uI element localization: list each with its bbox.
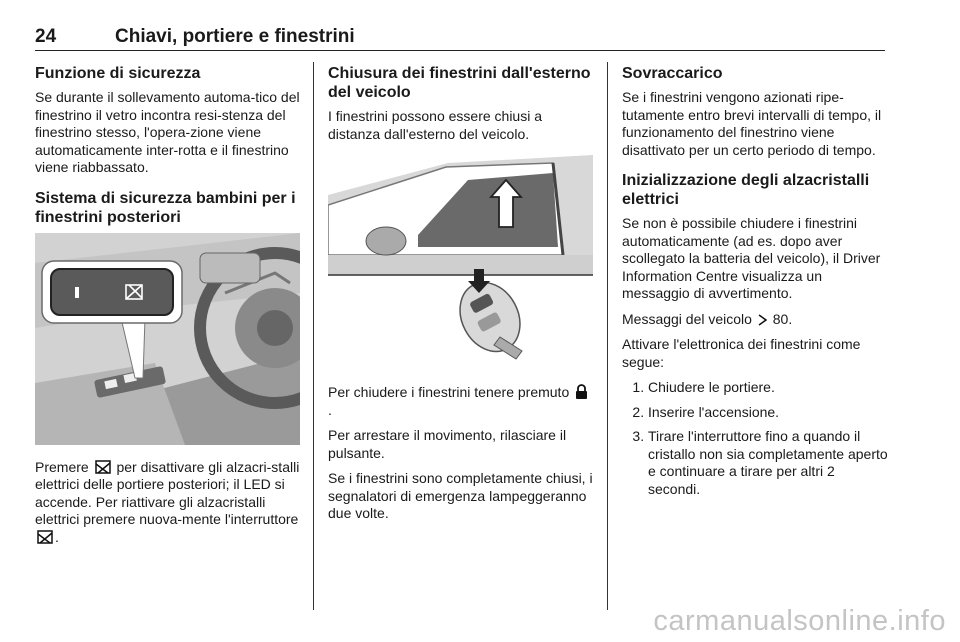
child-text-c: . xyxy=(55,528,59,545)
paragraph-overload: Se i finestrini vengono azionati ripe-tutamente entro brevi intervalli di tempo, il funzionamento del finestrino viene disattivato per un certo periodo di tempo. xyxy=(622,89,882,158)
press-text-a: Per chiudere i finestrini tenere premuto xyxy=(328,384,570,400)
column-divider xyxy=(313,62,314,610)
paragraph-press-lock xyxy=(328,384,593,419)
lock-icon xyxy=(575,384,588,399)
child-lock-switch-illustration xyxy=(35,233,300,445)
steps-list xyxy=(622,379,890,498)
watermark: carmanualsonline.info xyxy=(653,605,946,637)
paragraph-initialization: Se non è possibile chiudere i finestrini automaticamente (ad es. dopo aver scollegato la batteria del veicolo), il Driver Information Centre visualizza un messaggio di avvertimento. xyxy=(622,215,881,301)
heading-child-safety: Sistema di sicurezza bambini per i finestrini posteriori xyxy=(35,189,296,226)
child-text-a: Premere xyxy=(35,458,89,475)
paragraph-remote-close: I finestrini possono essere chiusi a distanza dall'esterno del veicolo. xyxy=(328,108,542,142)
paragraph-child-safety xyxy=(35,459,300,547)
paragraph-stop-movement: Per arrestare il movimento, rilasciare il pulsante. xyxy=(328,427,567,461)
list-item: 2. Inserire l'accensione. xyxy=(648,404,890,422)
child-lock-icon xyxy=(95,460,111,474)
page-number: 24 xyxy=(35,26,57,47)
paragraph-vehicle-messages xyxy=(622,311,890,329)
paragraph-activate: Attivare l'elettronica dei finestrini come segue: xyxy=(622,336,861,370)
column-right xyxy=(622,64,890,505)
heading-safety-function: Funzione di sicurezza xyxy=(35,65,201,82)
list-item: 3. Tirare l'interruttore fino a quando il cristallo non sia completamente aperto e continuare a tirare per altri 2 secondi. xyxy=(648,428,890,498)
page-header xyxy=(35,20,885,51)
messages-text-b: 80. xyxy=(772,310,793,327)
press-text-b: . xyxy=(328,401,332,418)
messages-text-a: Messaggi del veicolo xyxy=(622,310,752,327)
page-reference-icon xyxy=(758,314,767,326)
column-middle xyxy=(328,64,593,531)
paragraph-hazard-flash: Se i finestrini sono completamente chiusi, i segnalatori di emergenza lampeggeranno due volte. xyxy=(328,470,593,521)
child-text-b: per disattivare gli alzacri-stalli elettrici delle portiere posteriori; il LED si accende. Per riattivare gli alzacristalli elettrici premere nuova-mente l'interruttore xyxy=(35,458,300,527)
list-item: 1. Chiudere le portiere. xyxy=(648,379,890,397)
column-divider xyxy=(607,62,608,610)
heading-overload: Sovraccarico xyxy=(622,65,723,82)
column-left xyxy=(35,64,300,554)
child-lock-icon xyxy=(37,530,53,544)
heading-remote-close: Chiusura dei finestrini dall'esterno del veicolo xyxy=(328,65,591,101)
chapter-title: Chiavi, portiere e finestrini xyxy=(115,26,355,47)
heading-initialization: Inizializzazione degli alzacristalli elettrici xyxy=(622,172,870,208)
car-window-key-illustration xyxy=(328,155,593,370)
paragraph-safety-function: Se durante il sollevamento automa-tico del finestrino il vetro incontra resi-stenza del finestrino stesso, l'opera-zione viene automaticamente inter-rotta e il finestrino viene riabbassato. xyxy=(35,89,300,175)
